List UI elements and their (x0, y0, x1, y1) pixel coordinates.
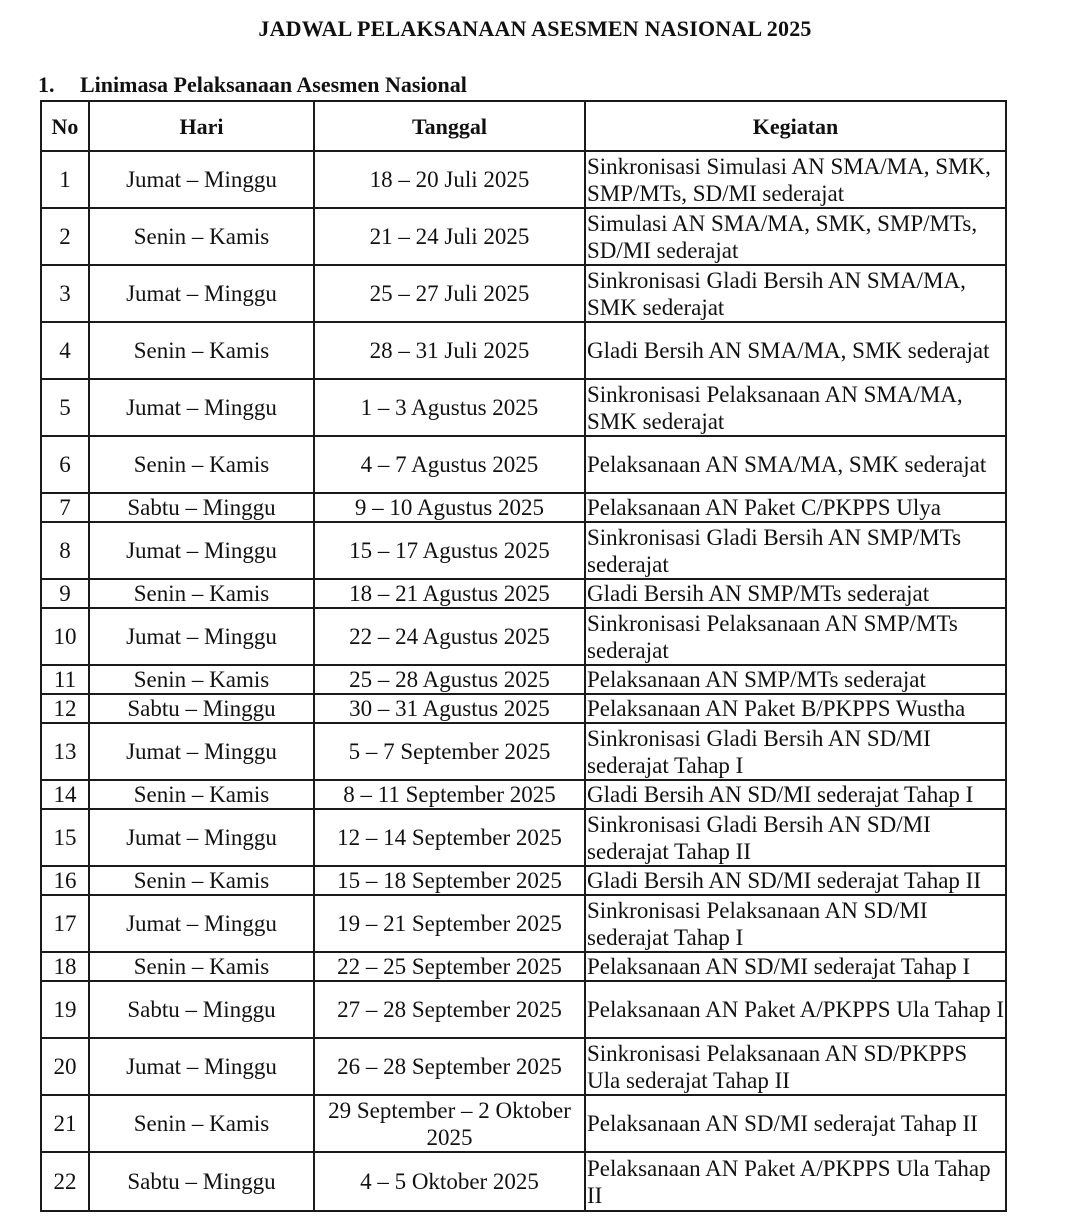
row-number: 12 (41, 694, 89, 723)
table-row (41, 1152, 1006, 1211)
table-row (41, 579, 1006, 608)
table-row (41, 1095, 1006, 1152)
table-header-row (41, 101, 1006, 151)
row-kegiatan: Sinkronisasi Pelaksanaan AN SD/MI sederajat Tahap I (585, 895, 1006, 952)
header-kegiatan: Kegiatan (585, 101, 1006, 151)
row-tanggal: 19 – 21 September 2025 (314, 895, 585, 952)
row-tanggal: 15 – 17 Agustus 2025 (314, 522, 585, 579)
table-row (41, 723, 1006, 780)
row-hari: Jumat – Minggu (89, 379, 314, 436)
row-hari: Jumat – Minggu (89, 522, 314, 579)
row-tanggal: 25 – 28 Agustus 2025 (314, 665, 585, 694)
table-row (41, 952, 1006, 981)
table-row (41, 493, 1006, 522)
table-row (41, 694, 1006, 723)
row-kegiatan: Sinkronisasi Gladi Bersih AN SMA/MA, SMK sederajat (585, 265, 1006, 322)
row-kegiatan: Pelaksanaan AN SMP/MTs sederajat (585, 665, 1006, 694)
row-kegiatan: Sinkronisasi Gladi Bersih AN SD/MI sederajat Tahap I (585, 723, 1006, 780)
row-kegiatan: Sinkronisasi Gladi Bersih AN SMP/MTs sederajat (585, 522, 1006, 579)
table-row (41, 208, 1006, 265)
table-row (41, 379, 1006, 436)
row-kegiatan: Pelaksanaan AN SD/MI sederajat Tahap I (585, 952, 1006, 981)
row-tanggal: 18 – 21 Agustus 2025 (314, 579, 585, 608)
row-number: 2 (41, 208, 89, 265)
table-row (41, 522, 1006, 579)
row-number: 10 (41, 608, 89, 665)
row-tanggal: 1 – 3 Agustus 2025 (314, 379, 585, 436)
table-body (41, 151, 1006, 1211)
row-tanggal: 27 – 28 September 2025 (314, 981, 585, 1038)
row-number: 4 (41, 322, 89, 379)
row-hari: Senin – Kamis (89, 1095, 314, 1152)
row-hari: Jumat – Minggu (89, 723, 314, 780)
row-tanggal: 22 – 24 Agustus 2025 (314, 608, 585, 665)
row-tanggal: 5 – 7 September 2025 (314, 723, 585, 780)
row-tanggal: 22 – 25 September 2025 (314, 952, 585, 981)
row-kegiatan: Simulasi AN SMA/MA, SMK, SMP/MTs, SD/MI sederajat (585, 208, 1006, 265)
row-kegiatan: Pelaksanaan AN Paket C/PKPPS Ulya (585, 493, 1006, 522)
row-number: 11 (41, 665, 89, 694)
row-tanggal: 9 – 10 Agustus 2025 (314, 493, 585, 522)
row-hari: Senin – Kamis (89, 208, 314, 265)
row-hari: Sabtu – Minggu (89, 981, 314, 1038)
row-hari: Senin – Kamis (89, 780, 314, 809)
row-tanggal: 15 – 18 September 2025 (314, 866, 585, 895)
row-number: 16 (41, 866, 89, 895)
row-number: 1 (41, 151, 89, 208)
row-hari: Sabtu – Minggu (89, 694, 314, 723)
row-number: 13 (41, 723, 89, 780)
row-kegiatan: Sinkronisasi Pelaksanaan AN SD/PKPPS Ula sederajat Tahap II (585, 1038, 1006, 1095)
row-kegiatan: Sinkronisasi Simulasi AN SMA/MA, SMK, SMP/MTs, SD/MI sederajat (585, 151, 1006, 208)
row-hari: Sabtu – Minggu (89, 493, 314, 522)
row-tanggal: 25 – 27 Juli 2025 (314, 265, 585, 322)
table-row (41, 608, 1006, 665)
row-hari: Senin – Kamis (89, 436, 314, 493)
row-kegiatan: Pelaksanaan AN Paket A/PKPPS Ula Tahap I (585, 981, 1006, 1038)
section-number: 1. (38, 72, 55, 97)
row-kegiatan: Sinkronisasi Pelaksanaan AN SMP/MTs sederajat (585, 608, 1006, 665)
row-kegiatan: Gladi Bersih AN SD/MI sederajat Tahap II (585, 866, 1006, 895)
row-number: 3 (41, 265, 89, 322)
row-tanggal: 4 – 5 Oktober 2025 (314, 1152, 585, 1211)
table-row (41, 1038, 1006, 1095)
section-heading-text: Linimasa Pelaksanaan Asesmen Nasional (80, 72, 467, 97)
row-hari: Senin – Kamis (89, 952, 314, 981)
row-hari: Senin – Kamis (89, 866, 314, 895)
row-hari: Senin – Kamis (89, 579, 314, 608)
row-number: 9 (41, 579, 89, 608)
row-tanggal: 30 – 31 Agustus 2025 (314, 694, 585, 723)
table-row (41, 866, 1006, 895)
row-number: 15 (41, 809, 89, 866)
table-row (41, 436, 1006, 493)
row-number: 14 (41, 780, 89, 809)
row-kegiatan: Gladi Bersih AN SMP/MTs sederajat (585, 579, 1006, 608)
schedule-table (40, 100, 1007, 1212)
table-row (41, 665, 1006, 694)
row-number: 19 (41, 981, 89, 1038)
table-row (41, 895, 1006, 952)
row-hari: Jumat – Minggu (89, 895, 314, 952)
header-no: No (41, 101, 89, 151)
row-kegiatan: Pelaksanaan AN SMA/MA, SMK sederajat (585, 436, 1006, 493)
row-number: 6 (41, 436, 89, 493)
row-tanggal: 26 – 28 September 2025 (314, 1038, 585, 1095)
row-hari: Jumat – Minggu (89, 809, 314, 866)
row-number: 5 (41, 379, 89, 436)
row-number: 21 (41, 1095, 89, 1152)
row-hari: Sabtu – Minggu (89, 1152, 314, 1211)
table-row (41, 322, 1006, 379)
row-tanggal: 21 – 24 Juli 2025 (314, 208, 585, 265)
table-row (41, 809, 1006, 866)
row-tanggal: 12 – 14 September 2025 (314, 809, 585, 866)
header-tanggal: Tanggal (314, 101, 585, 151)
row-number: 22 (41, 1152, 89, 1211)
section-heading (38, 72, 467, 98)
row-number: 8 (41, 522, 89, 579)
row-number: 18 (41, 952, 89, 981)
row-tanggal: 28 – 31 Juli 2025 (314, 322, 585, 379)
row-number: 17 (41, 895, 89, 952)
table-row (41, 151, 1006, 208)
table-row (41, 265, 1006, 322)
row-number: 20 (41, 1038, 89, 1095)
row-hari: Senin – Kamis (89, 665, 314, 694)
document-title: JADWAL PELAKSANAAN ASESMEN NASIONAL 2025 (258, 16, 812, 41)
row-hari: Jumat – Minggu (89, 1038, 314, 1095)
table-row (41, 780, 1006, 809)
row-tanggal: 8 – 11 September 2025 (314, 780, 585, 809)
row-tanggal: 4 – 7 Agustus 2025 (314, 436, 585, 493)
row-hari: Senin – Kamis (89, 322, 314, 379)
row-kegiatan: Sinkronisasi Gladi Bersih AN SD/MI sederajat Tahap II (585, 809, 1006, 866)
row-hari: Jumat – Minggu (89, 608, 314, 665)
header-hari: Hari (89, 101, 314, 151)
row-kegiatan: Gladi Bersih AN SD/MI sederajat Tahap I (585, 780, 1006, 809)
row-number: 7 (41, 493, 89, 522)
row-kegiatan: Pelaksanaan AN Paket A/PKPPS Ula Tahap II (585, 1152, 1006, 1211)
row-kegiatan: Gladi Bersih AN SMA/MA, SMK sederajat (585, 322, 1006, 379)
row-kegiatan: Pelaksanaan AN SD/MI sederajat Tahap II (585, 1095, 1006, 1152)
row-hari: Jumat – Minggu (89, 265, 314, 322)
row-kegiatan: Sinkronisasi Pelaksanaan AN SMA/MA, SMK sederajat (585, 379, 1006, 436)
row-hari: Jumat – Minggu (89, 151, 314, 208)
row-tanggal: 18 – 20 Juli 2025 (314, 151, 585, 208)
row-tanggal: 29 September – 2 Oktober 2025 (314, 1095, 585, 1152)
table-row (41, 981, 1006, 1038)
row-kegiatan: Pelaksanaan AN Paket B/PKPPS Wustha (585, 694, 1006, 723)
